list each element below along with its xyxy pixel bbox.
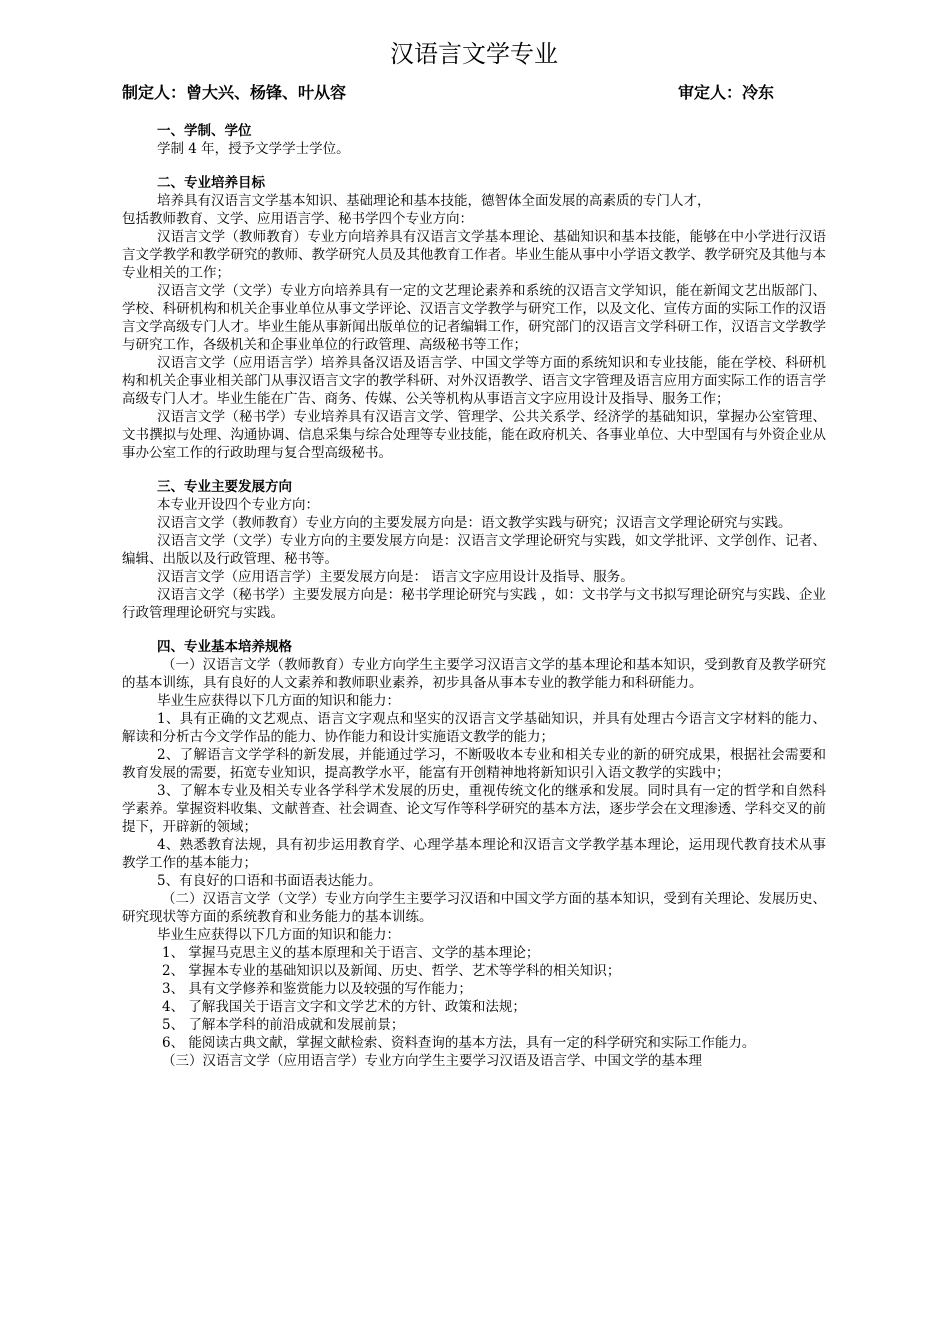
- section-heading: 三、专业主要发展方向: [157, 479, 292, 495]
- section-heading: 一、学制、学位: [157, 123, 252, 139]
- paragraph: 包括教师教育、文学、应用语言学、秘书学四个专业方向：: [122, 211, 473, 227]
- paragraph: 毕业生应获得以下几方面的知识和能力：: [157, 693, 400, 709]
- paragraph: 1、 掌握马克思主义的基本原理和关于语言、文学的基本理论；: [162, 945, 540, 961]
- paragraph: 汉语言文学（秘书学）主要发展方向是：秘书学理论研究与实践 ，如：文书学与文书拟写理论研究与实践、企业行政管理理论研究与实践。: [122, 587, 826, 621]
- section-training-goals: [122, 174, 826, 462]
- paragraph: 培养具有汉语言文学基本知识、基础理论和基本技能，德智体全面发展的高素质的专门人才，: [157, 193, 711, 209]
- paragraph: 汉语言文学（应用语言学）主要发展方向是： 语言文字应用设计及指导、服务。: [157, 569, 634, 585]
- paragraph: 6、 能阅读古典文献，掌握文献检索、资料查询的基本方法，具有一定的科学研究和实际工作能力。: [162, 1035, 756, 1051]
- paragraph: 2、 掌握本专业的基础知识以及新闻、历史、哲学、艺术等学科的相关知识；: [162, 963, 621, 979]
- paragraph: 汉语言文学（应用语言学）培养具备汉语及语言学、中国文学等方面的系统知识和专业技能，能在学校、科研机构和机关企事业相关部门从事汉语言文字的教学科研、对外汉语教学、语言文字管理及语言应用方面实际工作的语言学高级专门人才。毕业生能在广告、商务、传媒、公关等机构从事语言文字应用设计及指导、服务工作；: [122, 355, 826, 407]
- paragraph: 3、 具有文学修养和鉴赏能力以及较强的写作能力；: [162, 981, 472, 997]
- document-title: 汉语言文学专业: [390, 40, 558, 68]
- paragraph: 1、具有正确的文艺观点、语言文字观点和坚实的汉语言文学基础知识，并具有处理古今语言文字材料的能力、解读和分析古今文学作品的能力、协作能力和设计实施语文教学的能力；: [122, 711, 826, 745]
- paragraph: 4、熟悉教育法规，具有初步运用教育学、心理学基本理论和汉语言文学教学基本理论，运用现代教育技术从事教学工作的基本能力；: [122, 837, 826, 871]
- section-heading: 二、专业培养目标: [157, 175, 265, 191]
- paragraph: 汉语言文学（教师教育）专业方向培养具有汉语言文学基本理论、基础知识和基本技能，能够在中小学进行汉语言文学教学和教学研究的教师、教学研究人员及其他教育工作者。毕业生能从事中小学语文教学、教学研究及其他与本专业相关的工作；: [122, 229, 826, 281]
- paragraph: 2、了解语言文学学科的新发展，并能通过学习，不断吸收本专业和相关专业的新的研究成果，根据社会需要和教育发展的需要，拓宽专业知识，提高教学水平，能富有开创精神地将新知识引入语文教学的实践中；: [122, 747, 826, 781]
- paragraph: 本专业开设四个专业方向：: [157, 497, 319, 513]
- paragraph: （二）汉语言文学（文学）专业方向学生主要学习汉语和中国文学方面的基本知识，受到有关理论、发展历史、研究现状等方面的系统教育和业务能力的基本训练。: [122, 891, 826, 925]
- paragraph: 4、 了解我国关于语言文字和文学艺术的方针、政策和法规；: [162, 999, 526, 1015]
- section-heading: 四、专业基本培养规格: [157, 639, 292, 655]
- paragraph: 汉语言文学（教师教育）专业方向的主要发展方向是：语文教学实践与研究；汉语言文学理论研究与实践。: [157, 515, 792, 531]
- paragraph: 5、有良好的口语和书面语表达能力。: [157, 873, 382, 889]
- made-by: 制定人：曾大兴、杨锋、叶从容: [122, 83, 347, 102]
- reviewed-by: 审定人：冷东: [677, 83, 774, 102]
- paragraph: 汉语言文学（文学）专业方向的主要发展方向是：汉语言文学理论研究与实践，如文学批评、文学创作、记者、编辑、出版以及行政管理、秘书等。: [122, 533, 826, 567]
- section-development-directions: [122, 478, 826, 622]
- paragraph: 5、 了解本学科的前沿成就和发展前景；: [162, 1017, 405, 1033]
- paragraph: 汉语言文学（文学）专业方向培养具有一定的文艺理论素养和系统的汉语言文学知识，能在新闻文艺出版部门、学校、科研机构和机关企事业单位从事文学评论、汉语言文学教学与研究工作，以及文化、宣传方面的实际工作的汉语言文学高级专门人才。毕业生能从事新闻出版单位的记者编辑工作，研究部门的汉语言文学科研工作，汉语言文学教学与研究工作，各级机关和企事业单位的行政管理、高级秘书等工作；: [122, 283, 826, 353]
- paragraph: 学制 4 年，授予文学学士学位。: [157, 141, 350, 157]
- paragraph: 毕业生应获得以下几方面的知识和能力：: [157, 927, 400, 943]
- paragraph: 3、了解本专业及相关专业各学科学术发展的历史，重视传统文化的继承和发展。同时具有一定的哲学和自然科学素养。掌握资料收集、文献普查、社会调查、论文写作等科学研究的基本方法，逐步学会在文理渗透、学科交叉的前提下，开辟新的领域；: [122, 783, 826, 835]
- section-training-specifications: [122, 638, 826, 1070]
- section-duration-degree: [122, 122, 826, 158]
- paragraph: （一）汉语言文学（教师教育）专业方向学生主要学习汉语言文学的基本理论和基本知识，受到教育及教学研究的基本训练，具有良好的人文素养和教师职业素养，初步具备从事本专业的教学能力和科研能力。: [122, 657, 826, 691]
- paragraph: 汉语言文学（秘书学）专业培养具有汉语言文学、管理学、公共关系学、经济学的基础知识，掌握办公室管理、文书撰拟与处理、沟通协调、信息采集与综合处理等专业技能，能在政府机关、各事业单位、大中型国有与外资企业从事办公室工作的行政助理与复合型高级秘书。: [122, 409, 826, 461]
- paragraph: （三）汉语言文学（应用语言学）专业方向学生主要学习汉语及语言学、中国文学的基本理: [162, 1053, 702, 1069]
- author-line: [122, 82, 826, 104]
